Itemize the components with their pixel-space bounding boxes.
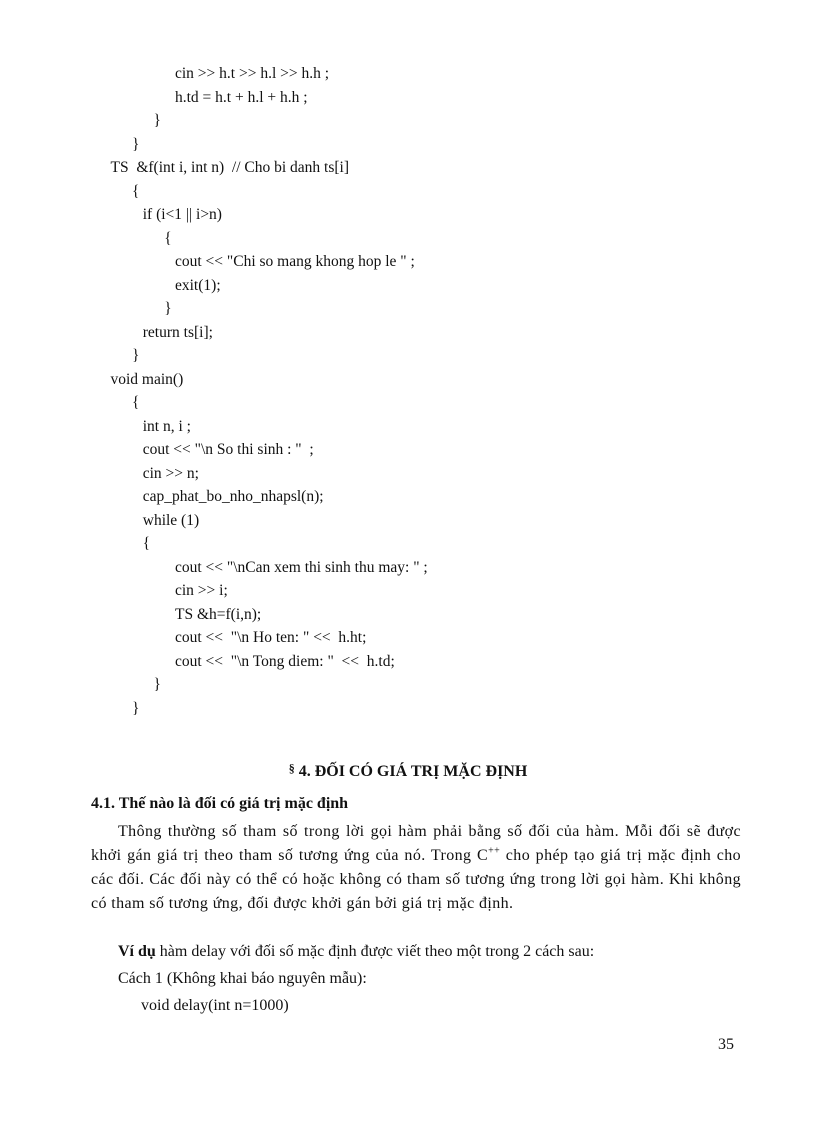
section-heading — [0, 758, 816, 782]
code-line: TS &f(int i, int n) // Cho bi danh ts[i] — [110, 159, 350, 176]
code-line: cout << "\n So thi sinh : " ; — [142, 441, 314, 458]
code-line: { — [132, 394, 140, 411]
code-line: cin >> h.t >> h.l >> h.h ; — [175, 65, 330, 82]
method-1-line: Cách 1 (Không khai báo nguyên mẫu): — [118, 970, 367, 987]
code-line: exit(1); — [175, 276, 221, 294]
code-line: cout << "Chi so mang khong hop le " ; — [175, 253, 415, 270]
code-line: { — [132, 182, 140, 200]
paragraph-text-part1: Thông thường số tham số trong lời gọi hàm phải bằng số đối của hàm. Mỗi đối sẽ được khởi gán giá trị theo tham số tương ứng của nó. Trong C — [91, 823, 741, 864]
example-text: hàm delay với đối số mặc định được viết theo một trong 2 cách sau: — [155, 943, 595, 960]
superscript-plusplus: ++ — [488, 845, 501, 857]
code-line: h.td = h.t + h.l + h.h ; — [175, 88, 308, 106]
code-line: } — [132, 347, 140, 364]
code-line: while (1) — [142, 511, 200, 529]
code-line: cout << "\nCan xem thi sinh thu may: " ; — [175, 558, 428, 576]
page-number: 35 — [718, 1036, 734, 1053]
body-paragraph — [91, 820, 741, 916]
code-line: } — [164, 300, 172, 317]
code-line: cap_phat_bo_nho_nhapsl(n); — [142, 488, 324, 505]
code-line-delay: void delay(int n=1000) — [141, 997, 289, 1014]
code-line: void main() — [110, 370, 184, 388]
code-line: { — [142, 535, 151, 552]
code-line: cin >> n; — [142, 464, 199, 482]
code-line: { — [164, 229, 172, 247]
code-line: return ts[i]; — [142, 323, 213, 341]
subsection-heading: 4.1. Thế nào là đối có giá trị mặc định — [91, 795, 349, 812]
section-symbol: § — [288, 761, 295, 775]
code-line: cout << "\n Ho ten: " << h.ht; — [175, 629, 367, 646]
code-line: cout << "\n Tong diem: " << h.td; — [175, 652, 395, 670]
section-title: 4. ĐỐI CÓ GIÁ TRỊ MẶC ĐỊNH — [298, 763, 528, 780]
code-line: TS &h=f(i,n); — [175, 605, 262, 623]
example-line — [118, 941, 594, 963]
paragraph-text-part2: cho phép tạo giá trị mặc định cho các đối. Các đối này có thể có hoặc không có tham số tương ứng trong lời gọi hàm. Khi không có tham số tương ứng, đối được khởi gán bởi giá trị mặc định. — [91, 847, 741, 912]
code-line: } — [153, 676, 161, 693]
code-line: int n, i ; — [142, 417, 191, 435]
code-line: } — [132, 699, 140, 717]
code-line: cin >> i; — [175, 582, 228, 599]
code-line: } — [153, 112, 161, 129]
example-label: Ví dụ — [118, 943, 156, 960]
code-line: if (i<1 || i>n) — [142, 206, 222, 223]
code-line: } — [132, 135, 140, 153]
